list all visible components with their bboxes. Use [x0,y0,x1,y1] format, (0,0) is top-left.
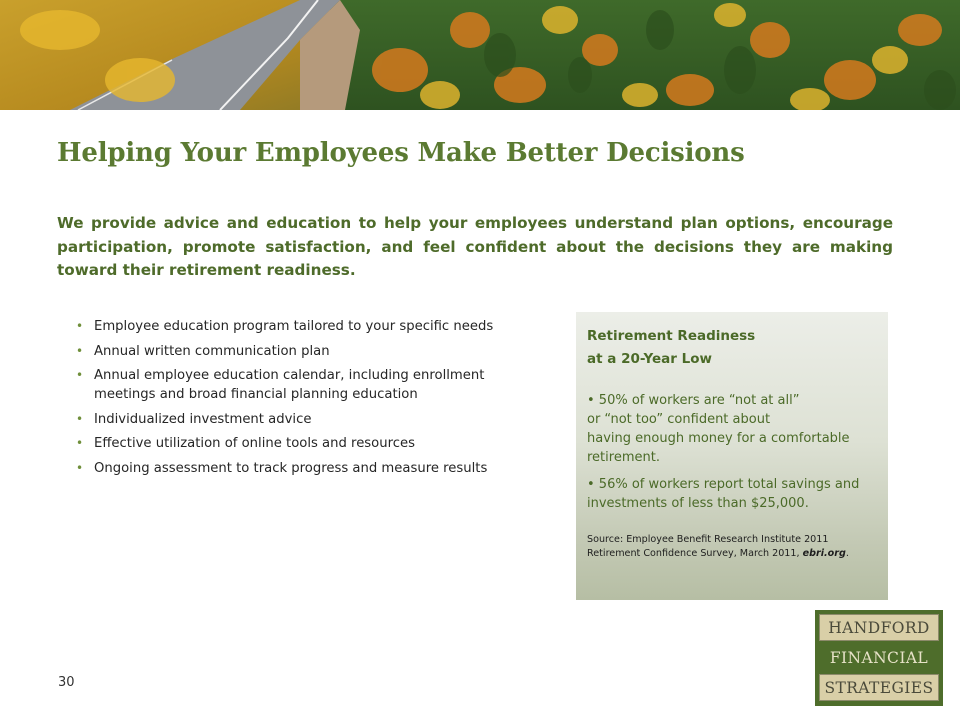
bullet-text: Individualized investment advice [94,411,312,427]
bullet-item [76,459,526,478]
source-period: . [845,548,849,559]
bullet-item [76,342,526,361]
source-text: Source: Employee Benefit Research Institute 2011 Retirement Confidence Survey, March 2011, [587,534,829,559]
sidebar-source-note [587,533,878,561]
logo-line-strategies: STRATEGIES [819,674,939,701]
bullet-item [76,366,526,404]
bullet-icon: • [76,436,84,450]
hero-photo [0,0,960,110]
logo-line-handford: HANDFORD [819,614,939,641]
bullet-icon: • [76,343,84,358]
bullet-item [76,434,526,453]
bullet-item [76,317,526,336]
logo-line-financial: FINANCIAL [829,648,929,667]
bullet-text: Effective utilization of online tools and resources [94,436,415,451]
slide-title: Helping Your Employees Make Better Decisions [57,138,745,168]
bullet-icon: • [76,460,84,475]
sidebar-title-line-2: at a 20-Year Low [587,351,712,367]
bullet-text: Ongoing assessment to track progress and measure results [94,460,488,476]
retirement-readiness-sidebar [576,312,888,600]
statistic-1-line-1: • 50% of workers are “not at all” [587,393,800,408]
bullet-item [76,410,526,429]
bullet-text: Employee education program tailored to your specific needs [94,319,494,334]
intro-paragraph: We provide advice and education to help your employees understand plan options, encourage participation, promote satisfaction, and feel confident about the decisions they are making toward their retirement readiness. [57,214,893,279]
bullet-icon: • [76,411,84,426]
source-link: ebri.org [802,548,846,559]
bullet-text: Annual employee education calendar, including enrollment meetings and broad financial planning education [94,368,485,402]
bullet-icon: • [76,368,84,382]
sidebar-title-line-1: Retirement Readiness [587,328,756,344]
statistic-1-line-2: or “not too” confident about [587,412,771,427]
bullet-text: Annual written communication plan [94,343,330,359]
page-number: 30 [58,675,75,690]
services-bullet-list [76,317,526,483]
company-logo [815,610,943,706]
sidebar-statistic-2: • 56% of workers report total savings and investments of less than $25,000. [587,477,860,511]
sidebar-statistic-1 [587,391,878,467]
bullet-icon: • [76,319,84,333]
sidebar-title [587,325,878,371]
statistic-1-line-3: having enough money for a comfortable retirement. [587,431,850,465]
